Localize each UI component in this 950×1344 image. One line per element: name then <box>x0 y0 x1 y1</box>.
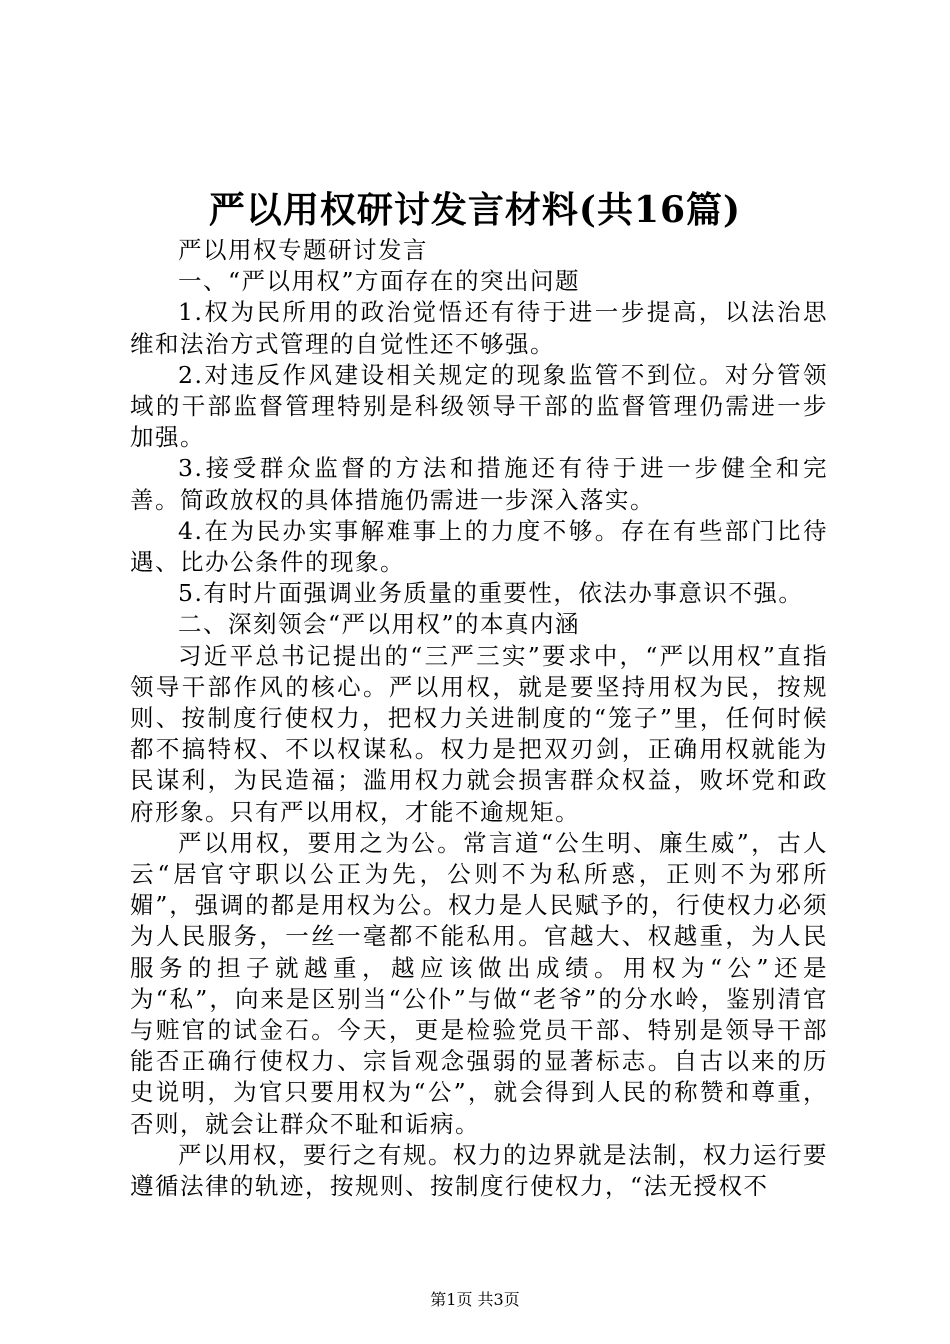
list-item: 4.在为民办实事解难事上的力度不够。存在有些部门比待遇、比办公条件的现象。 <box>130 516 828 577</box>
body-paragraph: 严以用权，要行之有规。权力的边界就是法制，权力运行要遵循法律的轨迹，按规则、按制度行使权力，“法无授权不 <box>130 1140 828 1201</box>
document-body <box>130 235 828 1202</box>
document-title: 严以用权研讨发言材料(共16篇) <box>208 189 742 231</box>
page-number: 第1页 共3页 <box>430 1290 520 1309</box>
section-heading: 二、深刻领会“严以用权”的本真内涵 <box>178 610 581 639</box>
list-item: 5.有时片面强调业务质量的重要性，依法办事意识不强。 <box>178 579 804 608</box>
list-item: 3.接受群众监督的方法和措施还有待于进一步健全和完善。简政放权的具体措施仍需进一步深入落实。 <box>130 454 828 514</box>
list-item: 2.对违反作风建设相关规定的现象监管不到位。对分管领域的干部监督管理特别是科级领导干部的监督管理仍需进一步加强。 <box>130 360 828 452</box>
body-paragraph: 严以用权，要用之为公。常言道“公生明、廉生威”，古人云“居官守职以公正为先，公则不为私所惑，正则不为邪所媚”，强调的都是用权为公。权力是人民赋予的，行使权力必须为人民服务，一丝一毫都不能私用。官越大、权越重，为人民服务的担子就越重，越应该做出成绩。用权为“公”还是为“私”，向来是区别当“公仆”与做“老爷”的分水岭，鉴别清官与赃官的试金石。今天，更是检验党员干部、特别是领导干部能否正确行使权力、宗旨观念强弱的显著标志。自古以来的历史说明，为官只要用权为“公”，就会得到人民的称赞和尊重，否则，就会让群众不耻和诟病。 <box>130 828 828 1138</box>
body-paragraph: 习近平总书记提出的“三严三实”要求中，“严以用权”直指领导干部作风的核心。严以用权，就是要坚持用权为民，按规则、按制度行使权力，把权力关进制度的“笼子”里，任何时候都不搞特权、不以权谋私。权力是把双刃剑，正确用权就能为民谋利，为民造福；滥用权力就会损害群众权益，败坏党和政府形象。只有严以用权，才能不逾规矩。 <box>130 641 828 826</box>
section-heading: 严以用权专题研讨发言 <box>178 236 428 264</box>
section-heading: 一、“严以用权”方面存在的突出问题 <box>178 267 581 296</box>
list-item: 1.权为民所用的政治觉悟还有待于进一步提高，以法治思维和法治方式管理的自觉性还不够强。 <box>130 298 828 358</box>
